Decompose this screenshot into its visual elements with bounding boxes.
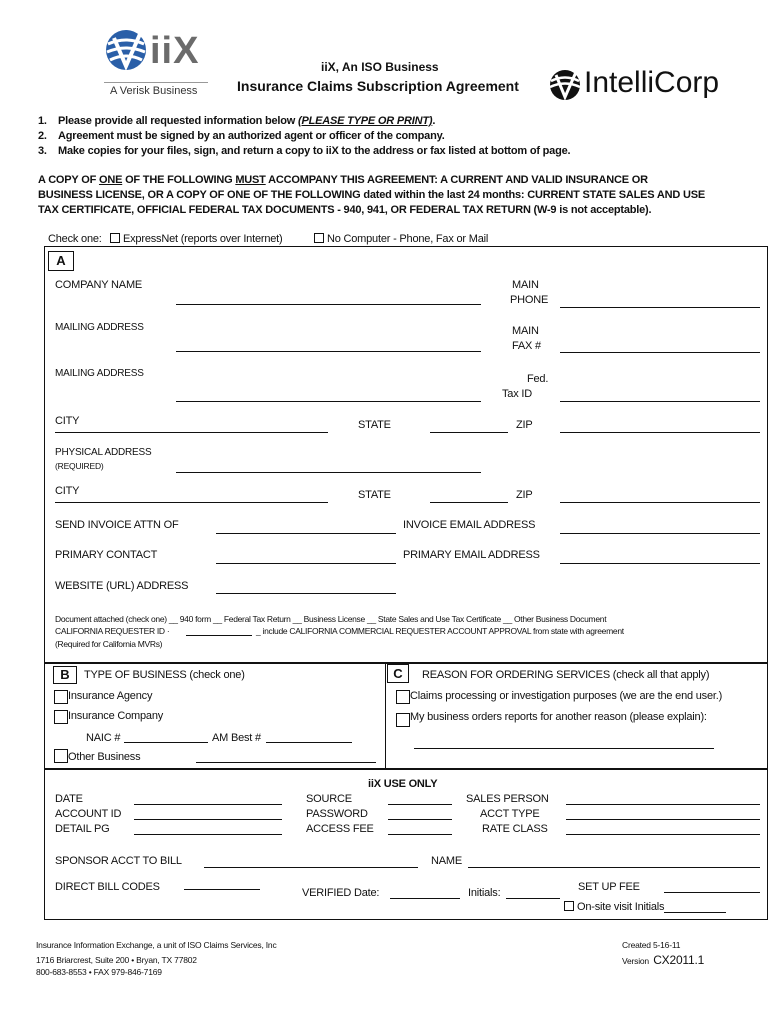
state-label: STATE: [358, 419, 391, 431]
iix-use-title: iiX USE ONLY: [368, 778, 438, 790]
website-label: WEBSITE (URL) ADDRESS: [55, 580, 189, 592]
website-field[interactable]: [216, 593, 396, 594]
another-reason-checkbox[interactable]: [396, 713, 410, 727]
account-id-field[interactable]: [134, 819, 282, 820]
password-label: PASSWORD: [306, 808, 368, 820]
initials-label: Initials:: [468, 887, 501, 899]
footer-company: Insurance Information Exchange, a unit of ISO Claims Services, Inc: [36, 940, 277, 950]
direct-bill-field[interactable]: [184, 889, 260, 890]
california-requester-field[interactable]: [186, 635, 252, 636]
ambest-label: AM Best #: [212, 732, 261, 744]
section-c-title: REASON FOR ORDERING SERVICES (check all that apply): [422, 669, 710, 681]
company-name-label: COMPANY NAME: [55, 279, 143, 291]
detail-pg-label: DETAIL PG: [55, 823, 110, 835]
instruction-2: 2. Agreement must be signed by an authorized agent or officer of the company.: [38, 130, 445, 142]
onsite-option[interactable]: On-site visit Initials: [564, 901, 664, 913]
rate-class-label: RATE CLASS: [482, 823, 548, 835]
main-phone-field[interactable]: [560, 307, 760, 308]
verified-date-field[interactable]: [390, 898, 460, 899]
primary-contact-label: PRIMARY CONTACT: [55, 549, 158, 561]
page-title: Insurance Claims Subscription Agreement: [237, 78, 519, 94]
detail-pg-field[interactable]: [134, 834, 282, 835]
california-required-note: (Required for California MVRs): [55, 639, 163, 649]
primary-contact-field[interactable]: [216, 563, 396, 564]
bc-divider: [385, 662, 386, 768]
expressnet-option[interactable]: ExpressNet (reports over Internet): [110, 233, 282, 245]
name-field[interactable]: [468, 867, 760, 868]
city-field[interactable]: [55, 432, 328, 433]
main-fax-label-2: FAX #: [512, 340, 541, 352]
city-2-label: CITY: [55, 485, 80, 497]
zip-2-field[interactable]: [560, 502, 760, 503]
city-2-field[interactable]: [55, 502, 328, 503]
date-label: DATE: [55, 793, 83, 805]
footer-created: Created 5-16-11: [622, 940, 681, 950]
iix-logo-sub: A Verisk Business: [110, 85, 198, 97]
another-reason-field[interactable]: [414, 748, 714, 749]
california-requester-label: CALIFORNIA REQUESTER ID ·: [55, 626, 170, 636]
another-reason-label: My business orders reports for another reason (please explain):: [410, 711, 707, 723]
password-field[interactable]: [388, 819, 452, 820]
main-phone-label-2: PHONE: [510, 294, 549, 306]
name-label: NAME: [431, 855, 462, 867]
california-requester-note: _ include CALIFORNIA COMMERCIAL REQUESTER ACCOUNT APPROVAL from state with agreement: [256, 626, 624, 636]
notice-line1: A COPY OF ONE OF THE FOLLOWING MUST ACCOMPANY THIS AGREEMENT: A CURRENT AND VALID INSURANCE OR: [38, 174, 648, 186]
ambest-field[interactable]: [266, 742, 352, 743]
onsite-checkbox[interactable]: [564, 901, 574, 911]
sponsor-field[interactable]: [204, 867, 418, 868]
intellicorp-globe-icon: [548, 68, 582, 102]
initials-field[interactable]: [506, 898, 560, 899]
physical-address-required: (REQUIRED): [55, 461, 104, 471]
notice-line3: TAX CERTIFICATE, OFFICIAL FEDERAL TAX DOCUMENTS - 940, 941, OR FEDERAL TAX RETURN (W-9 is not acceptable).: [38, 204, 652, 216]
check-one-label: Check one:: [48, 233, 102, 245]
footer-version: Version CX2011.1: [622, 953, 705, 967]
setup-fee-label: SET UP FEE: [578, 881, 640, 893]
insurance-company-label: Insurance Company: [68, 710, 164, 722]
iix-logo-text: iiX: [150, 30, 200, 72]
title-line1: iiX, An ISO Business: [321, 60, 439, 74]
claims-processing-label: Claims processing or investigation purposes (we are the end user.): [410, 690, 723, 702]
zip-label: ZIP: [516, 419, 533, 431]
notice-line2: BUSINESS LICENSE, OR A COPY OF ONE OF THE FOLLOWING dated within the last 24 months: CURRENT STATE SALES AND USE: [38, 189, 705, 201]
fed-tax-label-2: Tax ID: [502, 388, 532, 400]
fed-tax-label-1: Fed.: [527, 373, 549, 385]
section-a-box: [44, 246, 768, 664]
main-fax-field[interactable]: [560, 352, 760, 353]
invoice-email-field[interactable]: [560, 533, 760, 534]
naic-label: NAIC #: [86, 732, 121, 744]
main-fax-label-1: MAIN: [512, 325, 539, 337]
instruction-3: 3. Make copies for your files, sign, and return a copy to iiX to the address or fax listed at bottom of page.: [38, 145, 571, 157]
mailing-address-1-field[interactable]: [176, 351, 481, 352]
account-id-label: ACCOUNT ID: [55, 808, 122, 820]
rate-class-field[interactable]: [566, 834, 760, 835]
send-invoice-field[interactable]: [216, 533, 396, 534]
state-2-label: STATE: [358, 489, 391, 501]
section-b-title: TYPE OF BUSINESS (check one): [84, 669, 245, 681]
physical-address-field[interactable]: [176, 472, 481, 473]
verified-label: VERIFIED Date:: [302, 887, 380, 899]
no-computer-option[interactable]: No Computer - Phone, Fax or Mail: [314, 233, 488, 245]
acct-type-label: ACCT TYPE: [480, 808, 540, 820]
iix-globe-icon: [104, 28, 148, 72]
state-field[interactable]: [430, 432, 508, 433]
insurance-agency-checkbox[interactable]: [54, 690, 68, 704]
other-business-label: Other Business: [68, 751, 141, 763]
access-fee-field[interactable]: [388, 834, 452, 835]
primary-email-label: PRIMARY EMAIL ADDRESS: [403, 549, 540, 561]
city-label: CITY: [55, 415, 80, 427]
no-computer-checkbox[interactable]: [314, 233, 324, 243]
section-c-label: C: [387, 664, 409, 683]
sponsor-label: SPONSOR ACCT TO BILL: [55, 855, 182, 867]
mailing-address-1-label: MAILING ADDRESS: [55, 322, 144, 333]
insurance-company-checkbox[interactable]: [54, 710, 68, 724]
fed-tax-field[interactable]: [560, 401, 760, 402]
physical-address-label: PHYSICAL ADDRESS: [55, 447, 152, 458]
primary-email-field[interactable]: [560, 563, 760, 564]
invoice-email-label: INVOICE EMAIL ADDRESS: [403, 519, 536, 531]
claims-processing-checkbox[interactable]: [396, 690, 410, 704]
source-field[interactable]: [388, 804, 452, 805]
intellicorp-logo: [548, 66, 748, 106]
other-business-checkbox[interactable]: [54, 749, 68, 763]
direct-bill-label: DIRECT BILL CODES: [55, 881, 160, 893]
state-2-field[interactable]: [430, 502, 508, 503]
insurance-agency-label: Insurance Agency: [68, 690, 153, 702]
acct-type-field[interactable]: [566, 819, 760, 820]
section-b-label: B: [53, 666, 77, 684]
intellicorp-text: IntelliCorp: [584, 66, 720, 99]
send-invoice-label: SEND INVOICE ATTN OF: [55, 519, 179, 531]
naic-field[interactable]: [124, 742, 208, 743]
section-a-label: A: [48, 251, 74, 271]
zip-field[interactable]: [560, 432, 760, 433]
mailing-address-2-label: MAILING ADDRESS: [55, 368, 144, 379]
zip-2-label: ZIP: [516, 489, 533, 501]
footer-phone-fax: 800-683-8553 • FAX 979-846-7169: [36, 967, 162, 977]
expressnet-checkbox[interactable]: [110, 233, 120, 243]
footer-address: 1716 Briarcrest, Suite 200 • Bryan, TX 77802: [36, 955, 197, 965]
setup-fee-field[interactable]: [664, 892, 760, 893]
source-label: SOURCE: [306, 793, 352, 805]
access-fee-label: ACCESS FEE: [306, 823, 374, 835]
document-attached-line: Document attached (check one) __ 940 form __ Federal Tax Return __ Business License __ State Sales and Use Tax Certificate __ Other Business Document: [55, 614, 607, 624]
iix-logo: [104, 28, 214, 98]
onsite-initials-field[interactable]: [664, 912, 726, 913]
sales-person-label: SALES PERSON: [466, 793, 549, 805]
mailing-address-2-field[interactable]: [176, 401, 481, 402]
instruction-1: 1. Please provide all requested information below (PLEASE TYPE OR PRINT).: [38, 115, 436, 127]
main-phone-label-1: MAIN: [512, 279, 539, 291]
sales-person-field[interactable]: [566, 804, 760, 805]
date-field[interactable]: [134, 804, 282, 805]
other-business-field[interactable]: [196, 762, 376, 763]
company-name-field[interactable]: [176, 304, 481, 305]
